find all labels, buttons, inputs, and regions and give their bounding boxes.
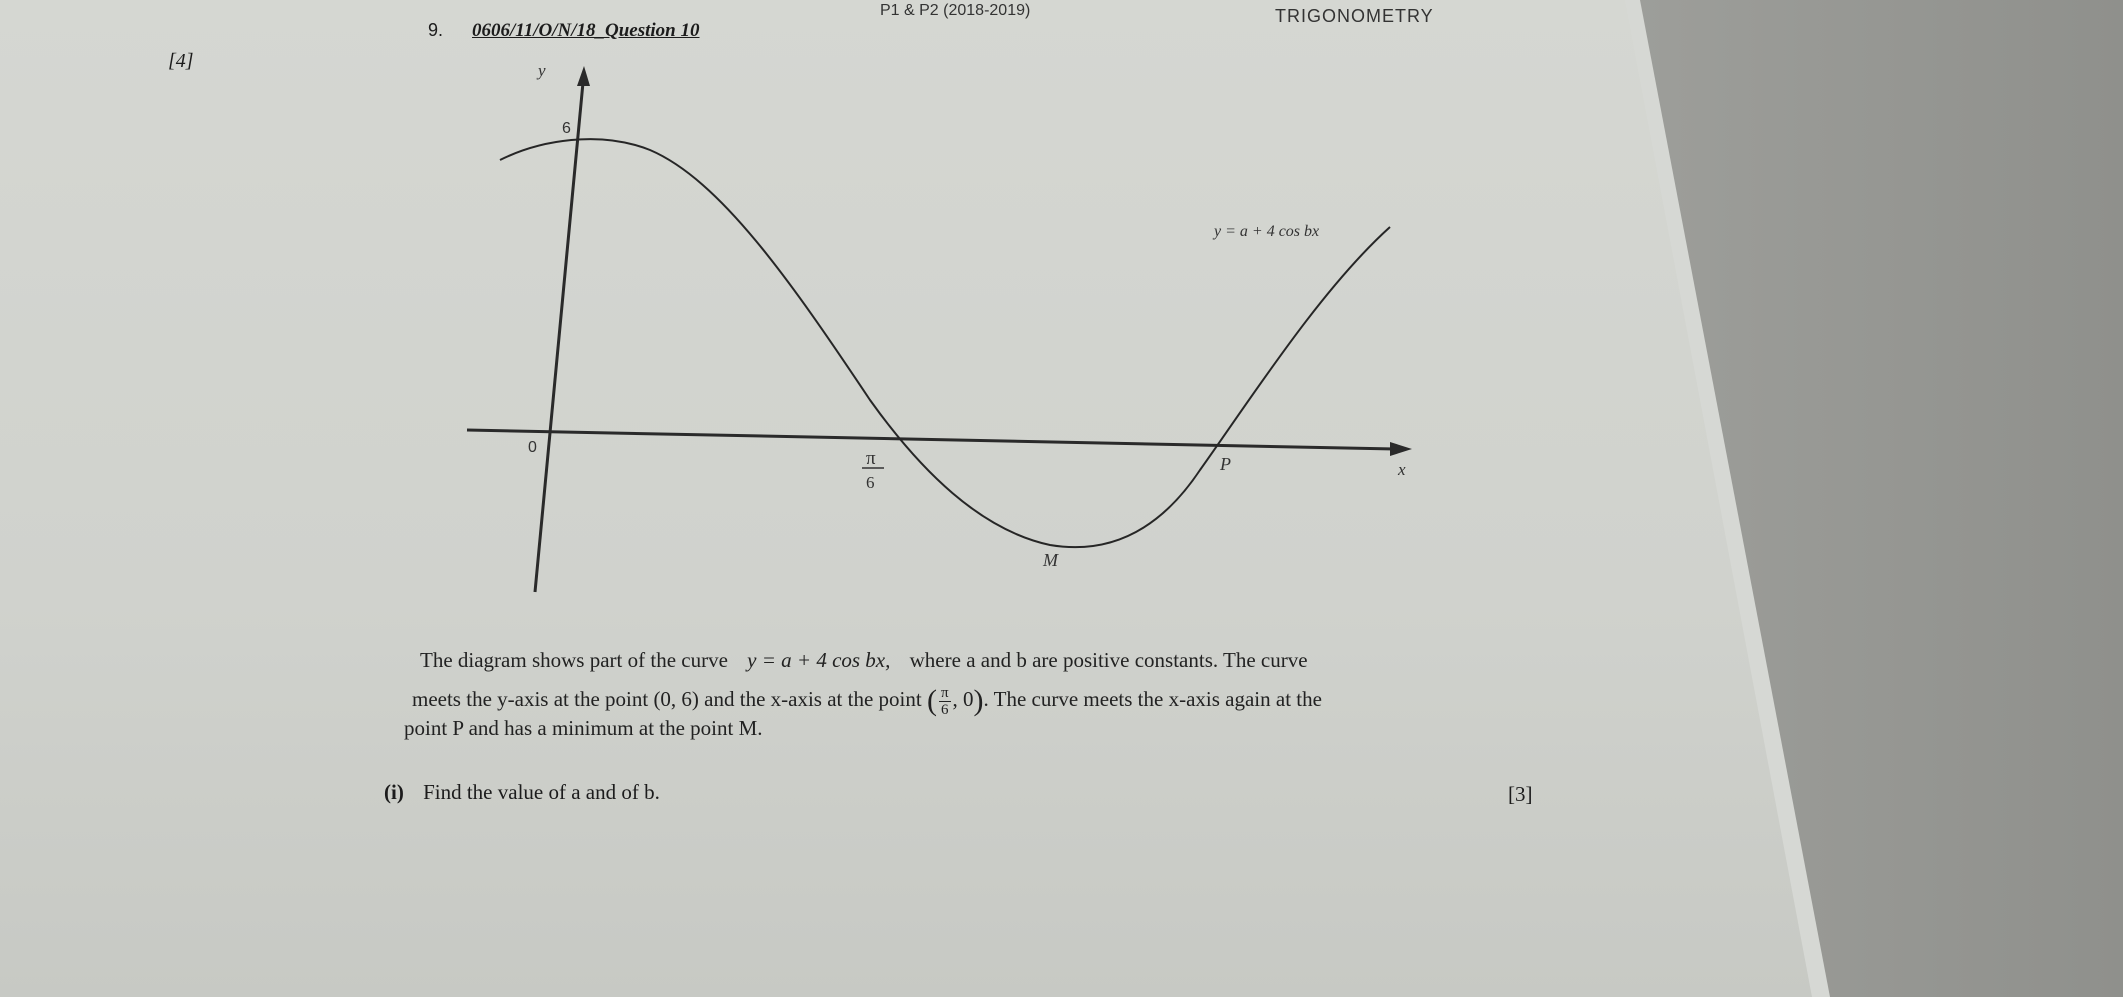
fraction-numerator: π — [940, 684, 949, 701]
pi-over-six-numerator: π — [866, 448, 876, 469]
y-max-label: 6 — [562, 120, 571, 137]
part-i — [384, 780, 660, 805]
header-paper-range: P1 & P2 (2018-2019) — [880, 2, 1031, 19]
description-line-2: meets the y-axis at the point (0, 6) and the x-axis at the point ( $\frac{\pi}{6}$ , 0). The curve meets the x-axis again at the — [412, 684, 1322, 718]
question-total-marks: [4] — [168, 50, 194, 72]
part-i-label: (i) — [384, 780, 404, 804]
description-line-1-end: where a and b are positive constants. The curve — [909, 648, 1308, 672]
x-axis-arrow-icon — [1390, 442, 1412, 456]
pi-over-six-denominator: 6 — [866, 473, 875, 492]
header-topic: TRIGONOMETRY — [1275, 6, 1434, 26]
fraction-denominator: 6 — [940, 701, 949, 718]
origin-label: 0 — [528, 439, 537, 456]
part-i-marks: [3] — [1508, 782, 1533, 806]
x-axis-label: x — [1398, 460, 1406, 479]
curve-equation-label: y = a + 4 cos bx — [1214, 223, 1320, 240]
part-i-text: Find the value of a and of b. — [423, 780, 660, 804]
description-line-2-end: . The curve meets the x-axis again at the — [983, 686, 1322, 711]
pi-over-six-fraction — [939, 685, 951, 718]
description-line-2-start: meets the y-axis at the point (0, 6) and the x-axis at the point — [412, 686, 922, 711]
point-p-label: P — [1220, 454, 1231, 474]
y-axis-arrow-icon — [577, 66, 590, 86]
point-m-label: M — [1043, 550, 1058, 570]
question-number: 9. — [428, 20, 444, 40]
y-axis-label: y — [538, 61, 546, 80]
cosine-curve — [500, 139, 1390, 547]
description-line-3: point P and has a minimum at the point M. — [404, 716, 763, 740]
x-axis — [467, 430, 1395, 449]
description-equation: y = a + 4 cos bx, — [747, 648, 891, 672]
question-id: 0606/11/O/N/18_Question 10 — [472, 20, 700, 41]
description-line-1-start: The diagram shows part of the curve — [420, 648, 728, 672]
description-line-1 — [420, 648, 1308, 673]
y-axis — [535, 72, 584, 592]
